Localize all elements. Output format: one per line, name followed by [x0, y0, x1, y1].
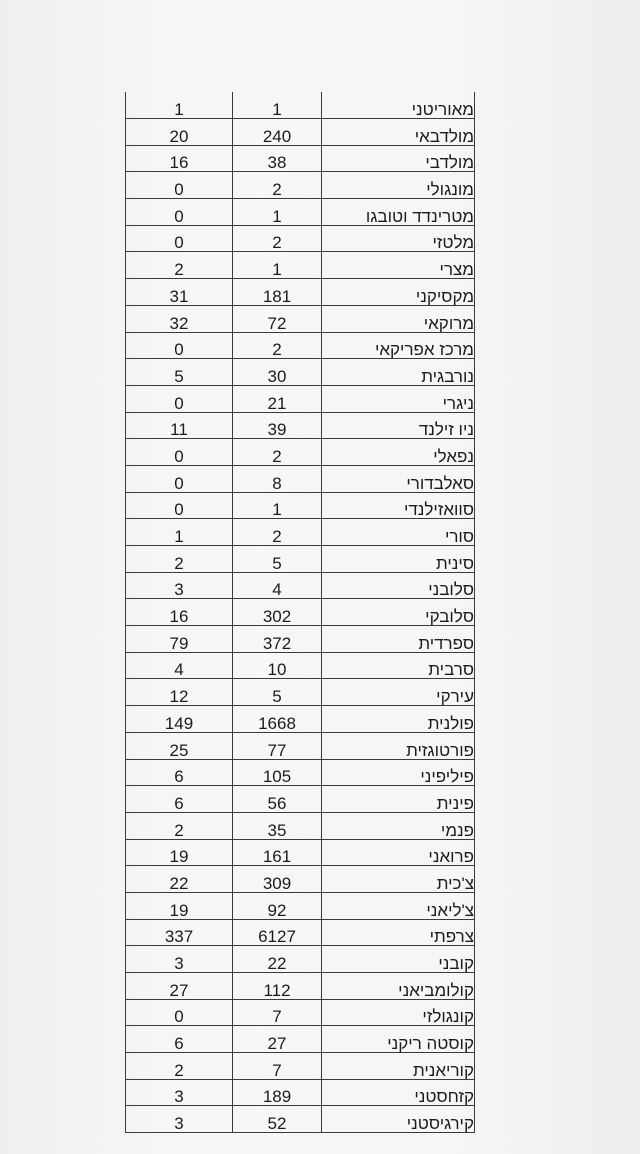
cell-count-b: 27: [233, 1026, 322, 1053]
cell-nationality: סורי: [322, 519, 475, 546]
cell-count-b: 35: [233, 812, 322, 839]
table-row: [126, 679, 475, 706]
cell-nationality: סרבית: [322, 652, 475, 679]
cell-count-a: 0: [126, 225, 233, 252]
cell-count-b: 2: [233, 332, 322, 359]
cell-nationality: פיליפיני: [322, 759, 475, 786]
table-row: [126, 359, 475, 386]
cell-nationality: סוואזילנדי: [322, 492, 475, 519]
cell-count-a: 3: [126, 572, 233, 599]
cell-nationality: סלובני: [322, 572, 475, 599]
table-row: [126, 626, 475, 653]
table-row: [126, 786, 475, 813]
table-row: [126, 412, 475, 439]
table-row: [126, 492, 475, 519]
cell-nationality: סינית: [322, 546, 475, 573]
cell-count-b: 1: [233, 252, 322, 279]
cell-nationality: מולדבי: [322, 145, 475, 172]
cell-count-b: 7: [233, 999, 322, 1026]
cell-count-a: 32: [126, 305, 233, 332]
table-row: [126, 92, 475, 119]
cell-count-a: 16: [126, 145, 233, 172]
table-row: [126, 999, 475, 1026]
cell-count-a: 0: [126, 385, 233, 412]
cell-nationality: סאלבדורי: [322, 465, 475, 492]
cell-count-b: 38: [233, 145, 322, 172]
cell-count-a: 2: [126, 546, 233, 573]
cell-nationality: נורבגית: [322, 359, 475, 386]
cell-count-b: 372: [233, 626, 322, 653]
table-row: [126, 1026, 475, 1053]
cell-nationality: קוריאנית: [322, 1053, 475, 1080]
cell-count-b: 181: [233, 279, 322, 306]
cell-count-b: 8: [233, 465, 322, 492]
cell-nationality: סלובקי: [322, 599, 475, 626]
cell-count-b: 1: [233, 199, 322, 226]
table-row: [126, 759, 475, 786]
cell-nationality: עירקי: [322, 679, 475, 706]
cell-nationality: נפאלי: [322, 439, 475, 466]
cell-count-a: 0: [126, 492, 233, 519]
cell-nationality: מטרינדד וטובגו: [322, 199, 475, 226]
cell-nationality: קזחסטני: [322, 1079, 475, 1106]
cell-count-a: 11: [126, 412, 233, 439]
cell-count-b: 189: [233, 1079, 322, 1106]
cell-nationality: קוסטה ריקני: [322, 1026, 475, 1053]
cell-nationality: קונגולזי: [322, 999, 475, 1026]
table-row: [126, 706, 475, 733]
cell-count-a: 27: [126, 973, 233, 1000]
cell-count-b: 1668: [233, 706, 322, 733]
cell-count-b: 2: [233, 172, 322, 199]
cell-count-a: 3: [126, 946, 233, 973]
cell-count-a: 16: [126, 599, 233, 626]
cell-count-a: 1: [126, 519, 233, 546]
cell-count-a: 149: [126, 706, 233, 733]
table-row: [126, 145, 475, 172]
cell-count-a: 19: [126, 839, 233, 866]
table-row: [126, 919, 475, 946]
cell-count-a: 0: [126, 465, 233, 492]
cell-count-b: 112: [233, 973, 322, 1000]
table-row: [126, 546, 475, 573]
cell-count-b: 77: [233, 732, 322, 759]
cell-count-a: 4: [126, 652, 233, 679]
cell-nationality: מרכז אפריקאי: [322, 332, 475, 359]
cell-count-a: 3: [126, 1079, 233, 1106]
cell-count-a: 5: [126, 359, 233, 386]
table-row: [126, 1053, 475, 1080]
cell-count-b: 5: [233, 679, 322, 706]
cell-count-a: 25: [126, 732, 233, 759]
cell-count-a: 0: [126, 172, 233, 199]
cell-count-b: 5: [233, 546, 322, 573]
cell-count-b: 2: [233, 439, 322, 466]
cell-count-b: 39: [233, 412, 322, 439]
cell-count-a: 79: [126, 626, 233, 653]
cell-nationality: קובני: [322, 946, 475, 973]
table-row: [126, 732, 475, 759]
cell-count-b: 1: [233, 92, 322, 119]
cell-nationality: מולדבאי: [322, 119, 475, 146]
table-row: [126, 252, 475, 279]
cell-count-b: 52: [233, 1106, 322, 1133]
cell-count-b: 302: [233, 599, 322, 626]
cell-count-b: 4: [233, 572, 322, 599]
table-row: [126, 172, 475, 199]
table-row: [126, 973, 475, 1000]
cell-count-a: 6: [126, 1026, 233, 1053]
cell-nationality: צ'ליאני: [322, 892, 475, 919]
cell-count-a: 1: [126, 92, 233, 119]
cell-count-b: 161: [233, 839, 322, 866]
cell-nationality: פנמי: [322, 812, 475, 839]
cell-count-b: 22: [233, 946, 322, 973]
cell-count-a: 0: [126, 332, 233, 359]
cell-count-a: 3: [126, 1106, 233, 1133]
cell-count-b: 10: [233, 652, 322, 679]
cell-count-a: 20: [126, 119, 233, 146]
table-row: [126, 946, 475, 973]
cell-nationality: מונגולי: [322, 172, 475, 199]
cell-nationality: קולומביאני: [322, 973, 475, 1000]
data-table: [125, 92, 475, 1133]
cell-count-a: 12: [126, 679, 233, 706]
cell-count-b: 56: [233, 786, 322, 813]
cell-count-b: 2: [233, 519, 322, 546]
table-row: [126, 1106, 475, 1133]
cell-count-a: 2: [126, 1053, 233, 1080]
cell-count-a: 22: [126, 866, 233, 893]
table-body: [126, 92, 475, 1133]
cell-count-a: 31: [126, 279, 233, 306]
cell-count-b: 92: [233, 892, 322, 919]
cell-nationality: קירגיסטני: [322, 1106, 475, 1133]
cell-nationality: מקסיקני: [322, 279, 475, 306]
cell-nationality: פרואני: [322, 839, 475, 866]
table-row: [126, 519, 475, 546]
cell-nationality: פינית: [322, 786, 475, 813]
cell-count-a: 19: [126, 892, 233, 919]
cell-count-b: 21: [233, 385, 322, 412]
table-row: [126, 1079, 475, 1106]
cell-nationality: ניגרי: [322, 385, 475, 412]
cell-count-b: 240: [233, 119, 322, 146]
table-row: [126, 465, 475, 492]
cell-nationality: מאוריטני: [322, 92, 475, 119]
cell-count-a: 0: [126, 199, 233, 226]
table-row: [126, 385, 475, 412]
cell-count-b: 30: [233, 359, 322, 386]
cell-count-a: 337: [126, 919, 233, 946]
table-row: [126, 332, 475, 359]
cell-nationality: צ'כית: [322, 866, 475, 893]
cell-nationality: מצרי: [322, 252, 475, 279]
cell-count-a: 0: [126, 439, 233, 466]
table-row: [126, 599, 475, 626]
cell-count-b: 72: [233, 305, 322, 332]
table-row: [126, 305, 475, 332]
table-row: [126, 652, 475, 679]
cell-count-b: 1: [233, 492, 322, 519]
cell-count-b: 6127: [233, 919, 322, 946]
table-row: [126, 119, 475, 146]
cell-count-a: 0: [126, 999, 233, 1026]
table-row: [126, 279, 475, 306]
cell-nationality: פורטוגזית: [322, 732, 475, 759]
cell-nationality: צרפתי: [322, 919, 475, 946]
table-row: [126, 439, 475, 466]
table-row: [126, 839, 475, 866]
cell-count-b: 7: [233, 1053, 322, 1080]
table-row: [126, 812, 475, 839]
table-row: [126, 866, 475, 893]
cell-count-b: 2: [233, 225, 322, 252]
cell-nationality: ניו זילנד: [322, 412, 475, 439]
table-row: [126, 572, 475, 599]
cell-count-a: 2: [126, 252, 233, 279]
cell-count-a: 2: [126, 812, 233, 839]
cell-nationality: מרוקאי: [322, 305, 475, 332]
cell-count-a: 6: [126, 759, 233, 786]
table-row: [126, 892, 475, 919]
table-row: [126, 225, 475, 252]
cell-nationality: מלטזי: [322, 225, 475, 252]
cell-nationality: פולנית: [322, 706, 475, 733]
cell-count-b: 105: [233, 759, 322, 786]
cell-count-b: 309: [233, 866, 322, 893]
cell-nationality: ספרדית: [322, 626, 475, 653]
table-row: [126, 199, 475, 226]
cell-count-a: 6: [126, 786, 233, 813]
